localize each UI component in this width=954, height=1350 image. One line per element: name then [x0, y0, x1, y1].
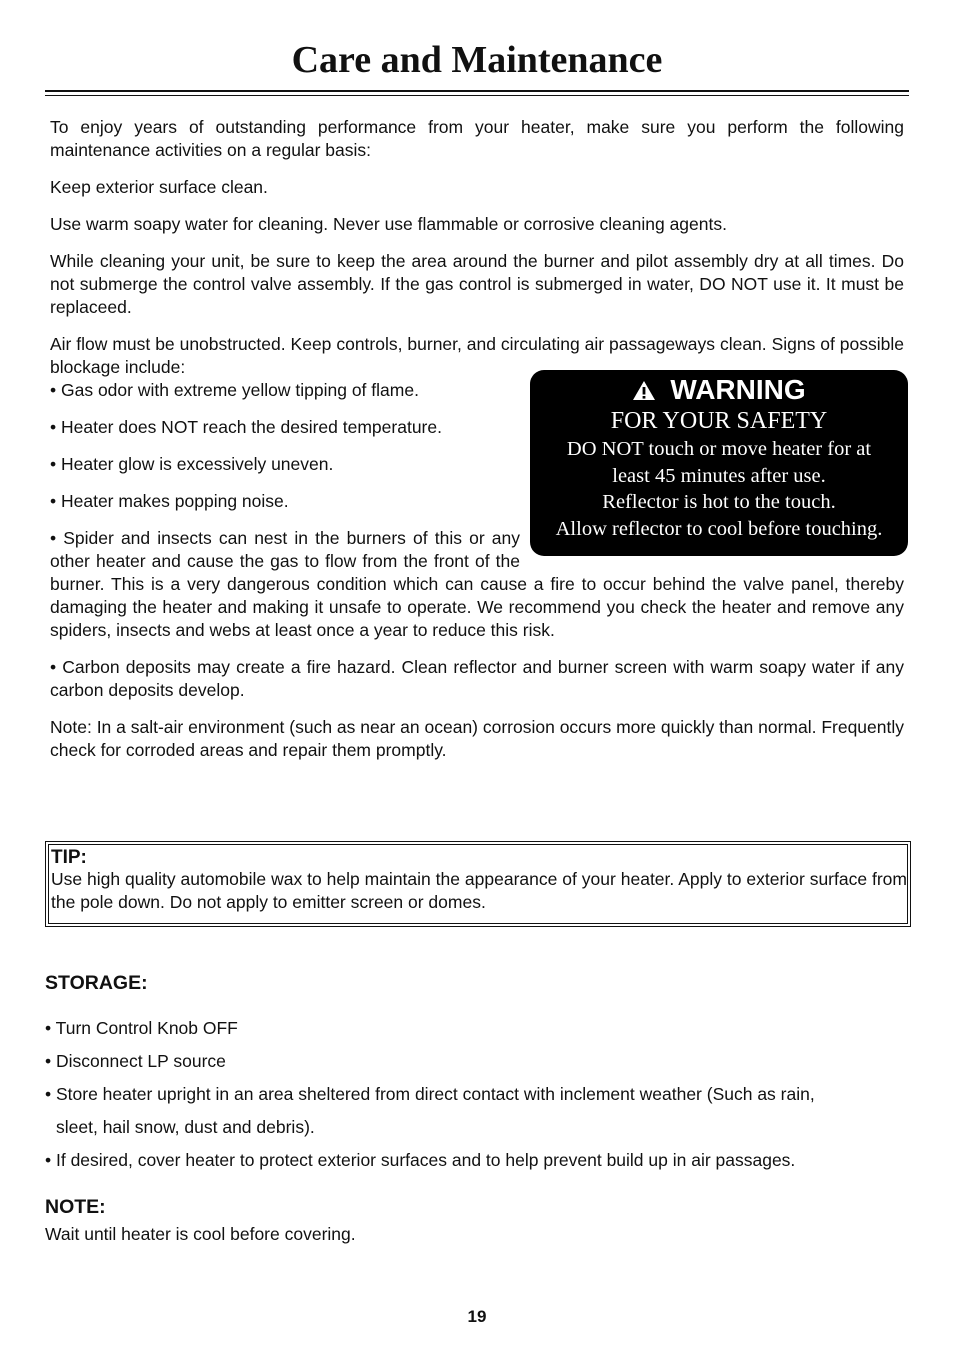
warning-heading: [530, 374, 908, 406]
note-text: Wait until heater is cool before covering.: [45, 1224, 356, 1244]
carbon-paragraph: • Carbon deposits may create a fire hazard. Clean reflector and burner screen with warm soapy water if any carbon deposits develop.: [50, 657, 904, 700]
warning-line: Allow reflector to cool before touching.: [555, 517, 883, 540]
storage-heading: STORAGE:: [45, 972, 148, 994]
storage-item: • Store heater upright in an area sheltered from direct contact with inclement weather (Such as rain,: [45, 1084, 815, 1104]
warning-line: least 45 minutes after use.: [612, 464, 826, 487]
intro-paragraph: To enjoy years of outstanding performance from your heater, make sure you perform the following maintenance activities on a regular basis:: [50, 117, 904, 160]
tip-text: Use high quality automobile wax to help maintain the appearance of your heater. Apply to exterior surface from the pole down. Do not apply to emitter screen or domes.: [51, 869, 907, 912]
salt-air-note: Note: In a salt-air environment (such as near an ocean) corrosion occurs more quickly than normal. Frequently check for corroded areas and repair them promptly.: [50, 717, 905, 760]
blockage-sign: • Heater makes popping noise.: [50, 491, 289, 511]
storage-item: • If desired, cover heater to protect exterior surfaces and to help prevent build up in air passages.: [45, 1150, 796, 1170]
warning-heading-text: WARNING: [670, 374, 806, 405]
page-number: 19: [467, 1307, 487, 1326]
note-heading: NOTE:: [45, 1196, 106, 1218]
blockage-sign: • Heater glow is excessively uneven.: [50, 454, 334, 474]
burner-dry-paragraph: While cleaning your unit, be sure to keep the area around the burner and pilot assembly dry at all times. Do not submerge the control valve assembly. If the gas control is submerged in water, DO NOT use it. It must be replaceed.: [50, 251, 904, 317]
page-title: Care and Maintenance: [291, 39, 663, 81]
tip-box-inner: [48, 844, 908, 924]
clean-paragraph: Keep exterior surface clean.: [50, 177, 268, 197]
storage-list: [45, 1012, 915, 1177]
blockage-sign: • Heater does NOT reach the desired temperature.: [50, 417, 442, 437]
blockage-sign: • Gas odor with extreme yellow tipping of flame.: [50, 380, 419, 400]
storage-item: • Disconnect LP source: [45, 1051, 226, 1071]
tip-label: TIP:: [51, 847, 87, 868]
storage-item: sleet, hail snow, dust and debris).: [56, 1117, 315, 1137]
warning-line: Reflector is hot to the touch.: [602, 491, 836, 513]
title-rule-thick: [45, 90, 909, 92]
maintenance-body: [50, 116, 904, 776]
spider-paragraph: • Spider and insects can nest in the burners of this or any other heater and cause the gas to flow from the front of the burner. This is a very dangerous condition which can cause a fire to occur behind the valve panel, thereby damaging the heater and making it unsafe to operate. We recommend you check the heater and remove any spiders, insects and webs at least once a year to reduce this risk.: [50, 528, 904, 640]
title-rule-thin: [45, 95, 909, 96]
storage-item: • Turn Control Knob OFF: [45, 1018, 238, 1038]
soapy-water-paragraph: Use warm soapy water for cleaning. Never use flammable or corrosive cleaning agents.: [50, 214, 727, 234]
warning-line: DO NOT touch or move heater for at: [566, 438, 872, 460]
warning-box: [530, 370, 908, 556]
tip-box: [45, 841, 911, 927]
warning-subheading: FOR YOUR SAFETY: [610, 408, 828, 434]
airflow-paragraph: Air flow must be unobstructed. Keep controls, burner, and circulating air passageways clean. Signs of possible blockage include:: [50, 334, 904, 377]
warning-triangle-icon: [632, 380, 656, 401]
